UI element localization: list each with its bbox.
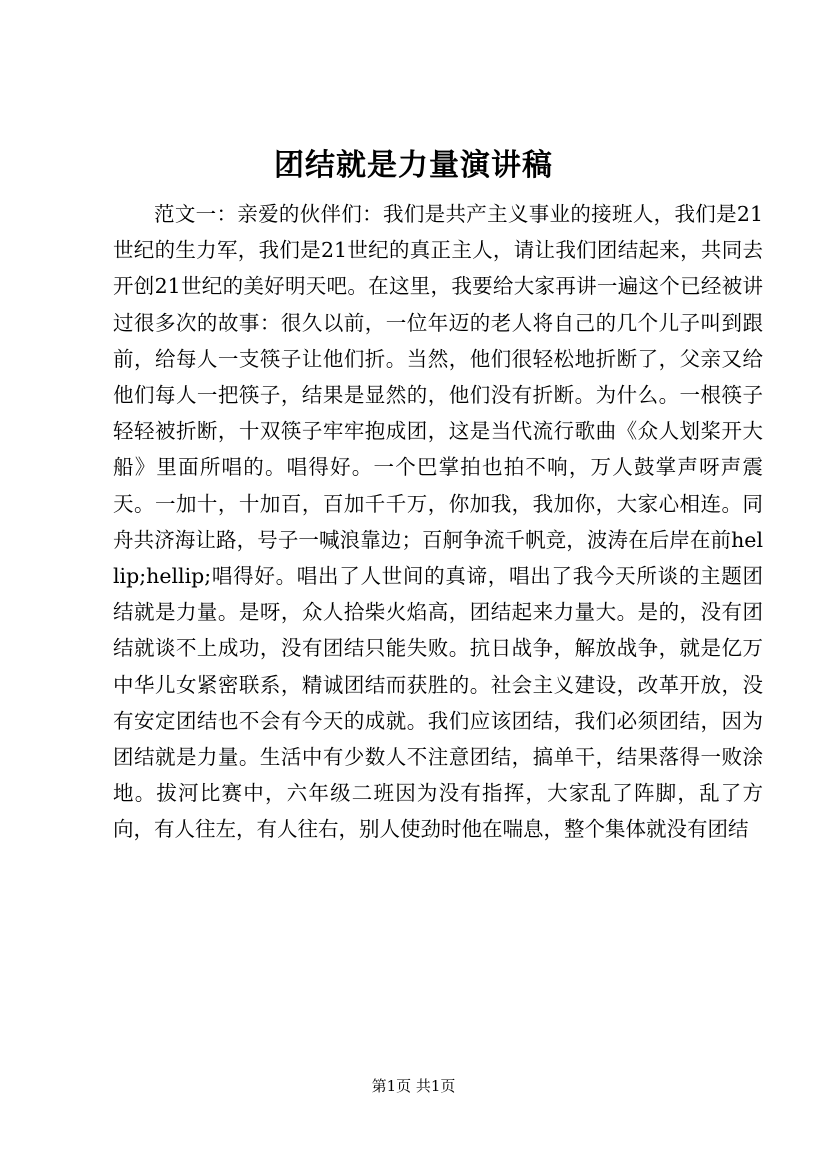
- document-body: 范文一：亲爱的伙伴们：我们是共产主义事业的接班人，我们是21世纪的生力军，我们是21世纪的真正主人，请让我们团结起来，共同去开创21世纪的美好明天吧。在这里，我要给大家再讲一遍这个已经被讲过很多次的故事：很久以前，一位年迈的老人将自己的几个儿子叫到跟前，给每人一支筷子让他们折。当然，他们很轻松地折断了，父亲又给他们每人一把筷子，结果是显然的，他们没有折断。为什么。一根筷子轻轻被折断，十双筷子牢牢抱成团，这是当代流行歌曲《众人划桨开大船》里面所唱的。唱得好。一个巴掌拍也拍不响，万人鼓掌声呀声震天。一加十，十加百，百加千千万，你加我，我加你，大家心相连。同舟共济海让路，号子一喊浪靠边；百舸争流千帆竞，波涛在后岸在前hellip;hellip;唱得好。唱出了人世间的真谛，唱出了我今天所谈的主题团结就是力量。是呀，众人拾柴火焰高，团结起来力量大。是的，没有团结就谈不上成功，没有团结只能失败。抗日战争，解放战争，就是亿万中华儿女紧密联系，精诚团结而获胜的。社会主义建设，改革开放，没有安定团结也不会有今天的成就。我们应该团结，我们必须团结，因为团结就是力量。生活中有少数人不注意团结，搞单干，结果落得一败涂地。拔河比赛中，六年级二班因为没有指挥，大家乱了阵脚，乱了方向，有人往左，有人往右，别人使劲时他在喘息，整个集体就没有团结: [113, 202, 763, 842]
- page-footer: 第1页 共1页: [371, 1077, 456, 1095]
- document-title: 团结就是力量演讲稿: [274, 148, 553, 183]
